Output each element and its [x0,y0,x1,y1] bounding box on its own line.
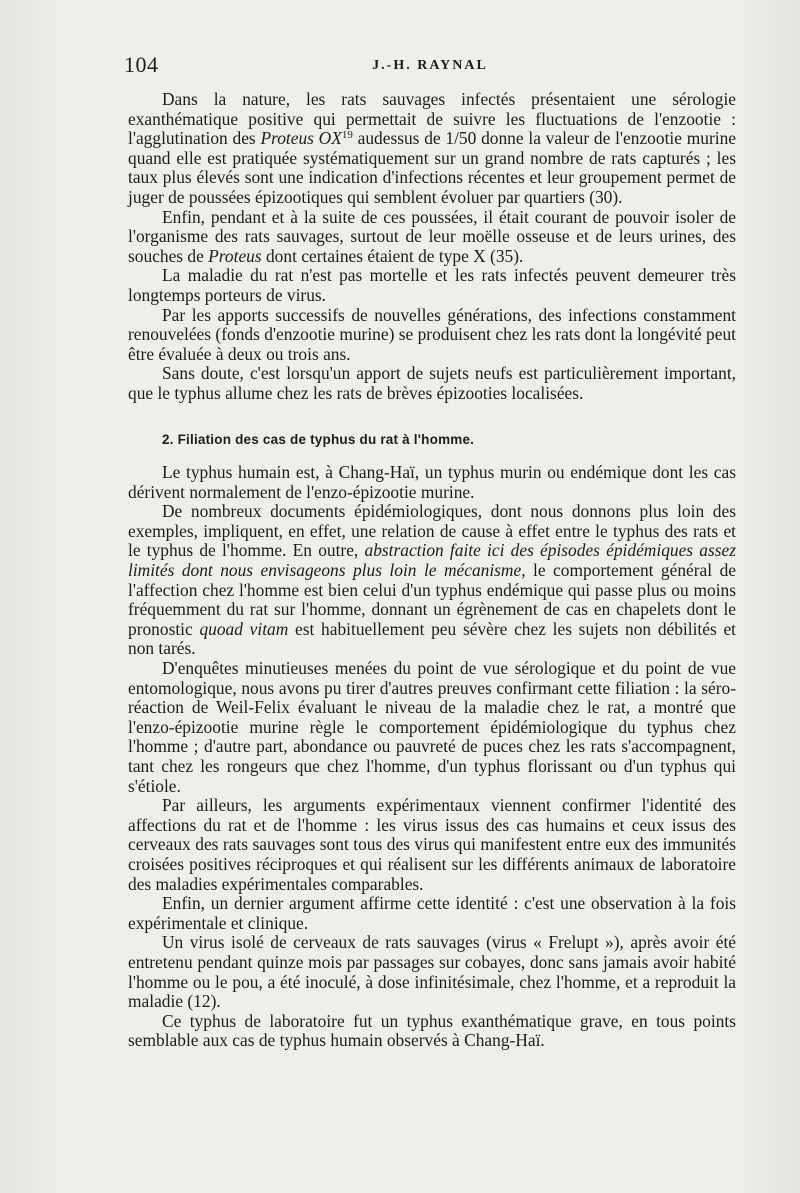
paragraph: Sans doute, c'est lorsqu'un apport de sujets neufs est particulièrement important, que le typhus allume chez les rats de brèves épizooties localisées. [128,363,736,403]
running-head: J.-H. RAYNAL [372,58,488,73]
paragraph: Enfin, un dernier argument affirme cette identité : c'est une observation à la fois expérimentale et clinique. [128,893,736,933]
paragraph: La maladie du rat n'est pas mortelle et les rats infectés peuvent demeurer très longtemps porteurs de virus. [128,265,736,305]
paragraph: Par les apports successifs de nouvelles générations, des infections constamment renouvelées (fonds d'enzootie murine) se produisent chez les rats dont la longévité peut être évaluée à deux ou trois ans. [128,304,736,364]
italic-text: quoad vitam [199,618,289,639]
text-run: De nombreux documents épidémiologiques, dont nous donnons plus loin des exemples, impliquent, en effet, une relation de cause à effet entre le typhus des rats et le typhus de l'homme. En outre, [128,501,736,561]
text-run: dont certaines étaient de type X (35). [261,245,524,266]
page-number: 104 [124,52,159,77]
text-run: est habituellement peu sévère chez les sujets non débilités et non tarés. [128,618,737,659]
text-run: audessus de 1/50 [352,128,477,149]
italic-text: Proteus OX [260,128,342,149]
page-header [124,52,736,78]
paragraph: Ce typhus de laboratoire fut un typhus exanthématique grave, en tous points semblable aux cas de typhus humain observés à Chang-Haï. [128,1010,736,1051]
paragraph: Le typhus humain est, à Chang-Haï, un typhus murin ou endémique dont les cas dérivent normalement de l'enzo-épizootie murine. [128,462,736,502]
italic-text: abstraction faite ici des épisodes épidémiques assez limités dont nous envisageons plus loin le mécanisme, [128,540,737,581]
section-heading: 2. Filiation des cas de typhus du rat à l'homme. [162,431,475,447]
paragraph [128,502,736,659]
paragraph: Un virus isolé de cerveaux de rats sauvages (virus « Frelupt »), après avoir été entretenu pendant quinze mois par passages sur cobayes, donc sans jamais avoir habité l'homme ou le pou, a été inoculé, à dose infinitésimale, chez l'homme, et a reproduit la maladie (12). [128,932,736,1012]
paragraph [128,90,736,208]
paragraph: D'enquêtes minutieuses menées du point de vue sérologique et du point de vue entomologique, nous avons pu tirer d'autres preuves confirmant cette filiation : la séro-réaction de Weil-Felix évaluant le niveau de la maladie chez le rat, a montré que l'enzo-épizootie murine règle le comportement épidémiologique du typhus chez l'homme ; d'autre part, abondance ou pauvreté de puces chez les rats s'accompagnent, tant chez les rongeurs que chez l'homme, d'un typhus florissant ou d'un typhus qui s'étiole. [128,658,736,796]
italic-text: Proteus [208,245,262,266]
superscript: 19 [341,129,353,142]
body-text [128,90,736,1051]
paragraph [128,208,736,267]
text-run: donne la valeur de l'enzootie murine quand elle est pratiquée systématiquement sur un grand nombre de rats capturés ; les taux plus élevés sont une indication d'infections récentes et leur groupement permet de juger de poussées épizootiques qui semblent évoluer par quartiers (30). [128,128,736,207]
paragraph: Par ailleurs, les arguments expérimentaux viennent confirmer l'identité des affections du rat et de l'homme : les virus issus des cas humains et ceux issus des cerveaux des rats sauvages sont tous des virus qui manifestent entre eux des immunités croisées positives réciproques et qui réalisent sur les différents animaux de laboratoire des maladies expérimentales comparables. [128,795,736,894]
text-run: Dans la nature, les rats sauvages infectés présentaient une sérologie exanthématique positive qui permettait de suivre les fluctuations de l'enzootie : l'agglutination des [128,89,736,149]
text-run: le comportement général de l'affection chez l'homme est bien celui d'un typhus endémique qui passe plus ou moins fréquemment du rat sur l'homme, donnant un égrènement de cas en chapelets dont le pronostic [128,560,736,639]
text-run: Enfin, pendant et à la suite de ces poussées, il était courant de pouvoir isoler de l'organisme des rats sauvages, surtout de leur moëlle osseuse et de leurs urines, des souches de [128,206,736,266]
